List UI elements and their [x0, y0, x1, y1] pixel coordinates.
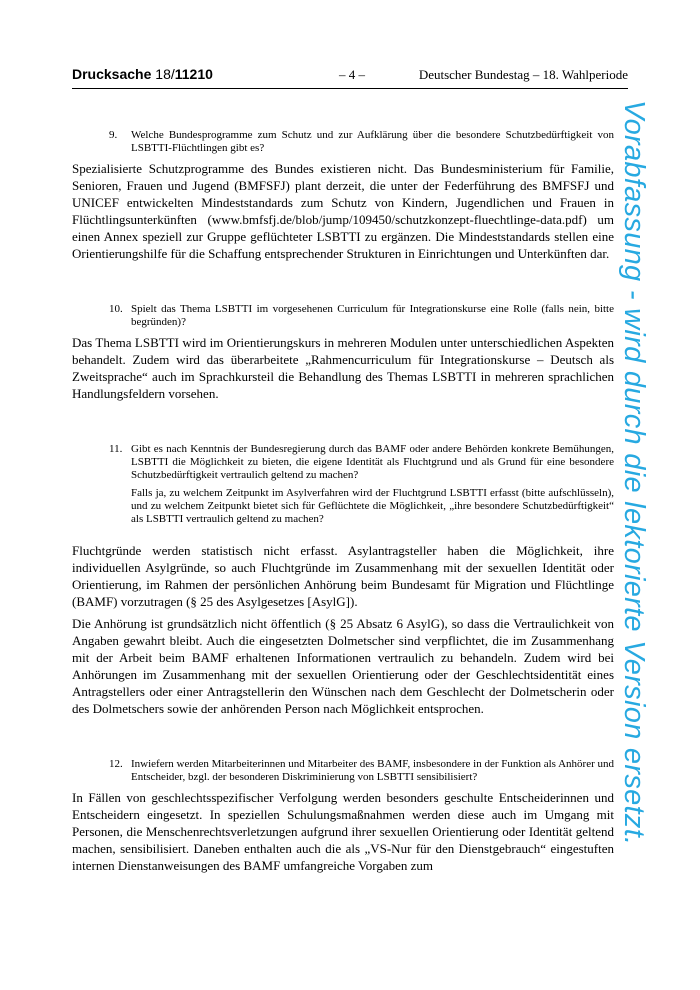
answer-9-paragraph-1: Spezialisierte Schutzprogramme des Bundes existieren nicht. Das Bundesministerium für Familie, Senioren, Frauen und Jugend (BMFSFJ) plant derzeit, die unter der Federführung des BMFSFJ und UNICEF entwickelten Mindeststandards zum Schutz von Kindern, Jugendlichen und Frauen in Flüchtlingsunterkünften (www.bmfsfj.de/blob/jump/109450/schutzkonzept-fluechtlinge-data.pdf) um einen Annex speziell zur Gruppe geflüchteter LSBTTI zu ergänzen. Die Mindeststandards stellen eine Orientierungshilfe für die Schaffung entsprechender Strukturen in Einrichtungen und Unterkünften dar. [72, 161, 614, 261]
question-number: 12. [109, 758, 123, 770]
question-text: Welche Bundesprogramme zum Schutz und zur Aufklärung über die besondere Schutzbedürftigkeit von LSBTTI-Flüchtlingen gibt es? [131, 129, 614, 154]
publisher-label: Deutscher Bundestag – 18. Wahlperiode [418, 67, 628, 82]
question-number: 10. [109, 303, 123, 315]
doc-number-prefix: 18/ [155, 66, 175, 82]
question-number: 11. [109, 443, 123, 455]
document-number [72, 66, 213, 82]
question-number: 9. [109, 129, 118, 141]
question-9 [109, 129, 614, 155]
page-number: – 4 – [339, 67, 365, 82]
page-header [72, 66, 628, 89]
answer-12-paragraph-1: In Fällen von geschlechtsspezifischer Verfolgung werden besonders geschulte Entscheiderinnen und Entscheidern eingesetzt. In speziellen Schulungsmaßnahmen werden diese auch im Umgang mit Personen, die Menschenrechtsverletzungen aufgrund ihrer sexuellen Orientierung oder Identität geltend machen, sensibilisiert. Daneben enthalten auch die als „VS-Nur für den Dienstgebrauch“ eingestuften internen Dienstanweisungen des BAMF umfangreiche Vorgaben zum [72, 790, 614, 873]
main-content [72, 118, 614, 874]
question-text: Spielt das Thema LSBTTI im vorgesehenen Curriculum für Integrationskurse eine Rolle (falls nein, bitte begründen)? [131, 303, 614, 328]
question-11 [109, 443, 614, 482]
question-12 [109, 758, 614, 784]
watermark-text: Vorabfassung - wird durch die lektorierte Version ersetzt. [618, 100, 650, 846]
doc-number: 11210 [174, 66, 213, 82]
question-11-followup: Falls ja, zu welchem Zeitpunkt im Asylverfahren wird der Fluchtgrund LSBTTI erfasst (bitte aufschlüsseln), und zu welchem Zeitpunkt bietet sich für Geflüchtete die Möglichkeit, „ihre besondere Schutzbedürftigkeit“ als LSBTTI vertraulich geltend zu machen? [131, 487, 614, 525]
draft-watermark [598, 100, 686, 890]
answer-11-paragraph-1: Fluchtgründe werden statistisch nicht erfasst. Asylantragsteller haben die Möglichkeit, ihre individuellen Asylgründe, so auch Fluchtgründe im Zusammenhang mit der sexuellen Identität oder Orientierung, im Rahmen der persönlichen Anhörung beim Bundesamt für Migration und Flüchtlinge (BAMF) vorzutragen (§ 25 des Asylgesetzes [AsylG]). [72, 543, 614, 609]
question-text: Inwiefern werden Mitarbeiterinnen und Mitarbeiter des BAMF, insbesondere in der Funktion als Anhörer und Entscheider, bzgl. der besonderen Diskriminierung von LSBTTI sensibilisiert? [131, 758, 615, 783]
question-10 [109, 303, 614, 329]
answer-10-paragraph-1: Das Thema LSBTTI wird im Orientierungskurs in mehreren Modulen unter unterschiedlichen Aspekten behandelt. Zudem wird das überarbeitete „Rahmencurriculum für Integrationskurse – Deutsch als Zweitsprache“ auch im Sprachkursteil die Behandlung des Themas LSBTTI in mehreren sprachlichen Handlungsfeldern vorsehen. [72, 335, 614, 401]
question-text: Gibt es nach Kenntnis der Bundesregierung durch das BAMF oder andere Behörden konkrete Bemühungen, LSBTTI die Möglichkeit zu bieten, die eigene Identität als Fluchtgrund und als Grund für eine besondere Schutzbedürftigkeit vertraulich geltend zu machen? [131, 443, 614, 481]
doc-label: Drucksache [72, 66, 152, 82]
answer-11-paragraph-2: Die Anhörung ist grundsätzlich nicht öffentlich (§ 25 Absatz 6 AsylG), so dass die Vertraulichkeit von Angaben gewahrt bleibt. Auch die eingesetzten Dolmetscher sind verpflichtet, die im Zusammenhang mit der Arbeit beim BAMF erhaltenen Informationen vertraulich zu behandeln. Zudem wird bei Anhörungen im Zusammenhang mit der sexuellen Orientierung oder der Geschlechtsidentität eines Antragstellers oder einer Antragstellerin den Wünschen nach dem Geschlecht der Dolmetscherin oder des Dolmetschers sowie der anhörenden Person nach Möglichkeit entsprochen. [72, 616, 614, 716]
